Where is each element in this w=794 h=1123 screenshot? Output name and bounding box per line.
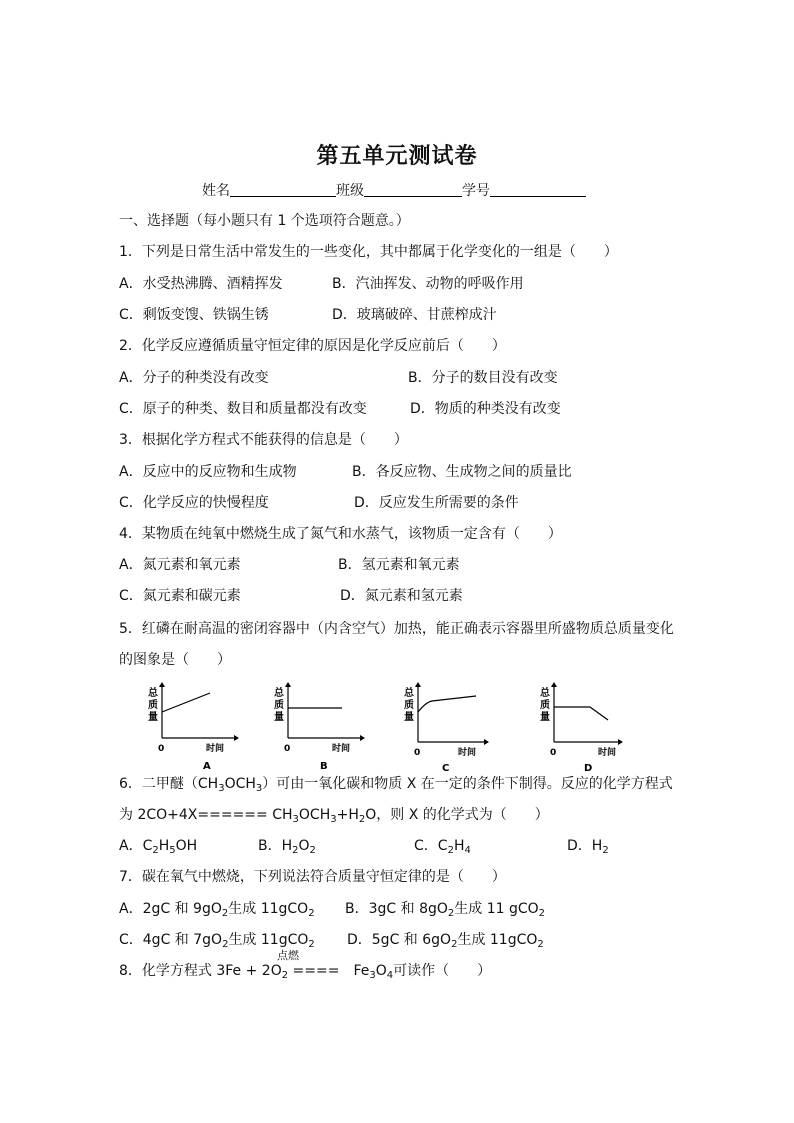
question-6-stem-line-2: 为 $2CO+4X====== CH_3OCH_3+H_2O$，则 X 的化学式为（ ）	[119, 807, 549, 825]
graph-b-origin: 0	[284, 744, 291, 754]
graph-c-curve	[418, 696, 476, 712]
graph-a-y-label-3: 量	[148, 712, 158, 723]
question-3-option-b[interactable]: B．各反应物、生成物之间的质量比	[352, 464, 572, 480]
id-blank[interactable]	[490, 182, 586, 197]
graph-c[interactable]	[404, 682, 489, 774]
graph-a-y-label-2: 质	[148, 700, 158, 711]
question-3-option-c[interactable]: C．化学反应的快慢程度	[119, 495, 269, 511]
class-label: 班级	[336, 183, 364, 199]
question-7-option-d[interactable]: D．5gC 和 $6gO_2$生成 11gCO$_2$	[347, 932, 544, 950]
question-7-option-a[interactable]: A．2gC 和 $9gO_2$生成 11gCO$_2$	[119, 901, 315, 919]
question-3-option-d[interactable]: D．反应发生所需要的条件	[354, 495, 519, 511]
graph-a-curve	[162, 693, 210, 712]
graph-b-y-arrow	[285, 682, 291, 687]
graph-a-y-label-1: 总	[148, 688, 158, 699]
question-7-option-c[interactable]: C．4gC 和 $7gO_2$生成 11gCO$_2$	[119, 932, 315, 950]
graph-a-y-arrow	[159, 682, 165, 687]
graph-a[interactable]	[148, 682, 239, 772]
graph-b-label: B	[320, 761, 328, 772]
graph-b-y-label-1: 总	[274, 688, 284, 699]
question-6-option-a[interactable]: A．$C_2H_5OH$	[119, 838, 198, 856]
graph-a-label: A	[203, 761, 211, 772]
question-2-option-a[interactable]: A．分子的种类没有改变	[119, 370, 269, 386]
graph-a-x-label: 时间	[206, 744, 225, 754]
question-7-option-b[interactable]: B．3gC 和 $8gO_2$生成 11 gCO$_2$	[345, 901, 546, 919]
question-2-stem: 2．化学反应遵循质量守恒定律的原因是化学反应前后（ ）	[119, 338, 506, 354]
question-1-option-a[interactable]: A．水受热沸腾、酒精挥发	[119, 276, 283, 292]
graph-c-y-label-3: 量	[404, 712, 414, 723]
student-info-line	[202, 180, 586, 200]
graph-d-curve	[554, 707, 608, 720]
name-blank[interactable]	[230, 182, 336, 197]
question-4-stem: 4．某物质在纯氧中燃烧生成了氮气和水蒸气，该物质一定含有（ ）	[119, 526, 562, 542]
graph-d-label: D	[584, 763, 593, 774]
question-3-stem: 3．根据化学方程式不能获得的信息是（ ）	[119, 432, 408, 448]
graph-c-y-arrow	[415, 682, 421, 687]
question-1-option-b[interactable]: B．汽油挥发、动物的呼吸作用	[332, 276, 524, 292]
graph-d-y-label-1: 总	[540, 688, 550, 699]
graph-c-x-label: 时间	[458, 748, 477, 758]
id-label: 学号	[462, 183, 490, 199]
question-6-option-c[interactable]: C．$C_2H_4$	[414, 838, 471, 856]
question-4-option-d[interactable]: D．氮元素和氢元素	[340, 588, 463, 604]
question-7-stem: 7．碳在氧气中燃烧，下列说法符合质量守恒定律的是（ ）	[119, 869, 506, 885]
question-6-option-b[interactable]: B．$H_2O_2$	[258, 838, 316, 856]
question-4-option-b[interactable]: B．氢元素和氧元素	[338, 557, 460, 573]
graph-b[interactable]	[274, 682, 365, 772]
graph-b-y-label-3: 量	[274, 712, 284, 723]
class-blank[interactable]	[364, 182, 462, 197]
question-5-stem-line-2: 的图象是（ ）	[119, 652, 231, 668]
graph-c-origin: 0	[414, 748, 421, 758]
question-2-option-d[interactable]: D．物质的种类没有改变	[410, 401, 561, 417]
graph-a-x-arrow	[234, 735, 239, 741]
graph-c-label: C	[442, 763, 450, 774]
graph-d-x-label: 时间	[598, 748, 617, 758]
question-6-stem-line-1: 6．二甲醚$(CH_3OCH_3)$可由一氧化碳和物质 X 在一定的条件下制得。反应的化学方程式	[119, 776, 673, 794]
graph-d[interactable]	[540, 682, 623, 774]
graph-b-x-arrow	[360, 735, 365, 741]
mass-time-graphs	[140, 682, 660, 774]
question-1-stem: 1．下列是日常生活中常发生的一些变化，其中都属于化学变化的一组是（ ）	[119, 244, 618, 260]
question-4-option-c[interactable]: C．氮元素和碳元素	[119, 588, 241, 604]
graph-d-origin: 0	[550, 748, 557, 758]
question-8-stem: 8．化学方程式 $3Fe + 2O_2$ ==== $Fe_3O_4$可读作（ ）	[119, 963, 492, 981]
question-2-option-b[interactable]: B．分子的数目没有改变	[408, 370, 558, 386]
reaction-condition-label: 点燃	[277, 949, 299, 962]
question-6-option-d[interactable]: D．$H_2$	[567, 838, 609, 856]
question-1-option-c[interactable]: C．剩饭变馊、铁锅生锈	[119, 307, 269, 323]
question-2-option-c[interactable]: C．原子的种类、数目和质量都没有改变	[119, 401, 367, 417]
page-title: 第五单元测试卷	[316, 143, 478, 169]
graph-d-x-arrow	[618, 739, 623, 745]
section-heading: 一、选择题（每小题只有 1 个选项符合题意。）	[119, 213, 410, 229]
graph-a-origin: 0	[158, 744, 165, 754]
graph-c-y-label-2: 质	[404, 700, 414, 711]
graph-d-y-label-3: 量	[540, 712, 550, 723]
graph-d-y-label-2: 质	[540, 700, 550, 711]
graph-d-y-arrow	[551, 682, 557, 687]
question-4-option-a[interactable]: A．氮元素和氧元素	[119, 557, 241, 573]
question-1-option-d[interactable]: D．玻璃破碎、甘蔗榨成汁	[332, 307, 497, 323]
graph-c-y-label-1: 总	[404, 688, 414, 699]
question-5-stem-line-1: 5．红磷在耐高温的密闭容器中（内含空气）加热，能正确表示容器里所盛物质总质量变化	[119, 621, 674, 637]
name-label: 姓名	[202, 183, 230, 199]
graph-b-y-label-2: 质	[274, 700, 284, 711]
graph-c-x-arrow	[484, 739, 489, 745]
graph-b-x-label: 时间	[332, 744, 351, 754]
question-3-option-a[interactable]: A．反应中的反应物和生成物	[119, 464, 297, 480]
